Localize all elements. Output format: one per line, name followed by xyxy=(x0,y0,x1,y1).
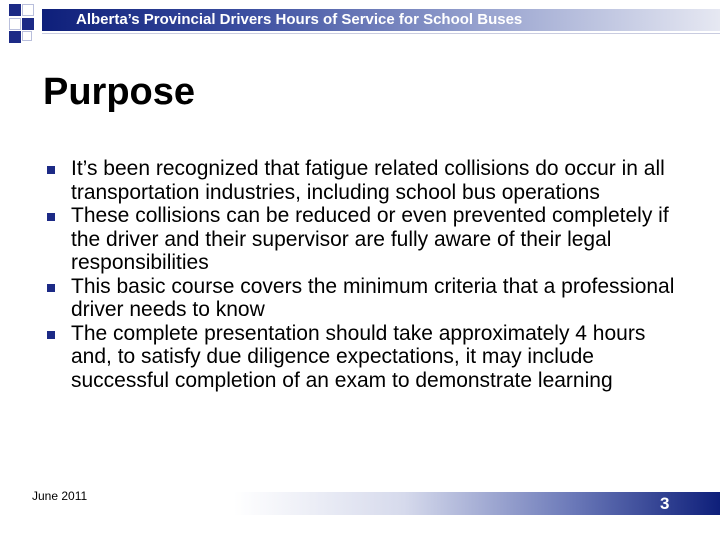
square-bullet-icon xyxy=(47,213,55,221)
bullet-text: These collisions can be reduced or even prevented completely if the driver and their supervisor are fully aware of their legal responsibilities xyxy=(71,204,669,274)
page-number: 3 xyxy=(660,494,670,513)
decor-square xyxy=(9,4,21,16)
bullet-list xyxy=(47,157,687,392)
decor-square xyxy=(22,4,34,16)
bullet-text: It’s been recognized that fatigue related collisions do occur in all transportation industries, including school bus operations xyxy=(71,157,665,204)
decor-square xyxy=(9,31,21,43)
decor-square xyxy=(9,18,21,30)
header-divider xyxy=(42,33,720,34)
bullet-item xyxy=(47,322,687,393)
bullet-text: The complete presentation should take approximately 4 hours and, to satisfy due diligence expectations, it may include successful completion of an exam to demonstrate learning xyxy=(71,321,646,392)
slide-heading: Purpose xyxy=(43,71,196,113)
bullet-text: This basic course covers the minimum criteria that a professional driver needs to know xyxy=(71,274,675,321)
footer-date: June 2011 xyxy=(32,489,88,503)
square-bullet-icon xyxy=(47,284,55,292)
decor-square xyxy=(22,31,32,41)
bullet-item xyxy=(47,157,687,204)
decor-square xyxy=(22,18,34,30)
square-bullet-icon xyxy=(47,166,55,174)
header-title: Alberta’s Provincial Drivers Hours of Service for School Buses xyxy=(76,11,523,28)
square-bullet-icon xyxy=(47,331,55,339)
footer-bar xyxy=(234,492,720,515)
bullet-item xyxy=(47,204,687,275)
bullet-item xyxy=(47,275,687,322)
